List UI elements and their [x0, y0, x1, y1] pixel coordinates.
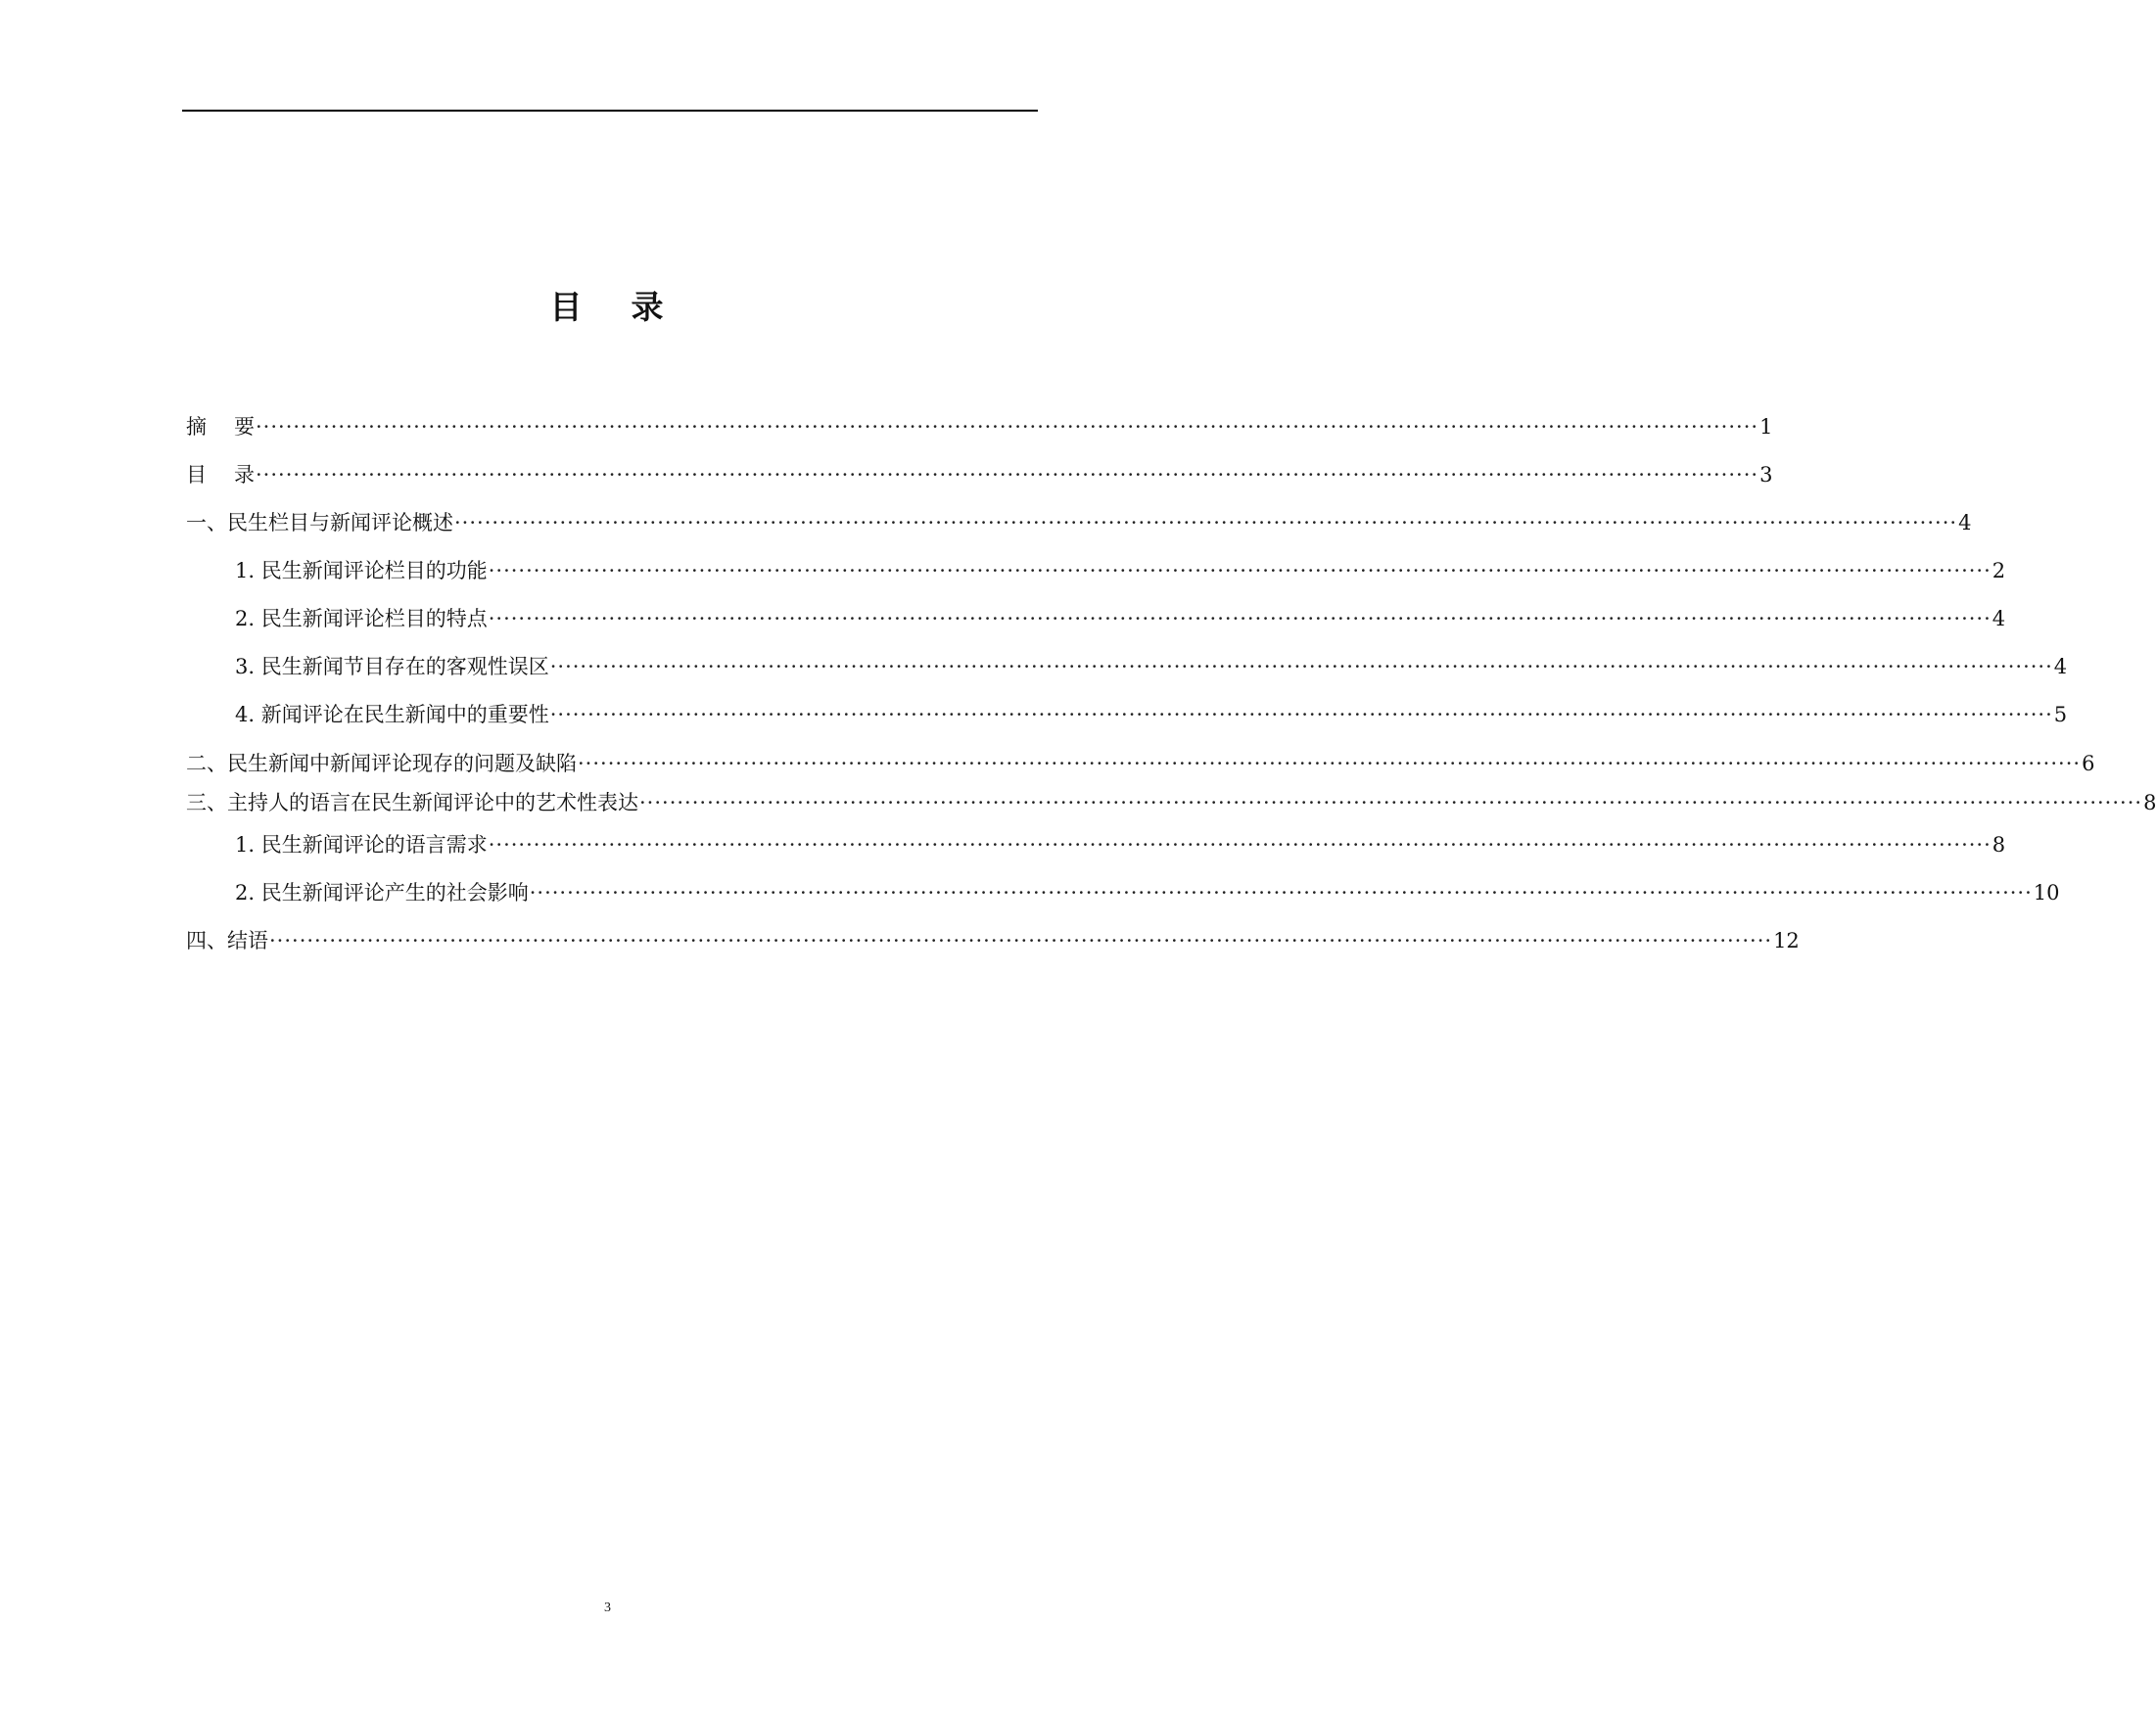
toc-leader-dots: ········································································································································································································ — [269, 929, 1773, 952]
toc-leader-dots: ········································································································································································································ — [549, 703, 2053, 726]
toc-leader-dots: ········································································································································································································ — [529, 881, 2033, 905]
toc-entry-abstract[interactable] — [186, 411, 1773, 442]
page-number: 3 — [604, 1601, 611, 1615]
toc-entry-label: 目 录 — [186, 463, 255, 487]
toc-entry-label: 摘 要 — [186, 415, 255, 439]
toc-entry-page: 8 — [2143, 791, 2156, 814]
toc-entry-page: 4 — [1992, 607, 2006, 630]
toc-entry-label: 四、结语 — [186, 929, 268, 952]
toc-entry-section-4[interactable] — [186, 925, 1800, 956]
toc-leader-dots: ········································································································································································································ — [256, 463, 1759, 487]
toc-entry-page: 2 — [1992, 559, 2006, 582]
toc-leader-dots: ········································································································································································································ — [488, 559, 1992, 582]
toc-leader-dots: ········································································································································································································ — [454, 511, 1958, 534]
toc-entry-label: 2. 民生新闻评论产生的社会影响 — [235, 881, 529, 905]
toc-entry-page: 5 — [2053, 703, 2068, 726]
toc-entry-section-1-2[interactable] — [235, 603, 2006, 634]
toc-entry-section-1-4[interactable] — [235, 699, 2068, 730]
toc-leader-dots: ········································································································································································································ — [639, 791, 2143, 814]
toc-entry-section-3-1[interactable] — [235, 829, 2006, 860]
toc-entry-section-1-3[interactable] — [235, 651, 2068, 682]
toc-entry-label: 一、民生栏目与新闻评论概述 — [186, 511, 453, 534]
toc-title-char-1: 目 — [549, 288, 585, 326]
toc-leader-dots: ········································································································································································································ — [488, 607, 1992, 630]
toc-entry-label: 三、主持人的语言在民生新闻评论中的艺术性表达 — [186, 791, 638, 814]
toc-entry-section-3[interactable] — [186, 787, 2156, 818]
toc-entry-page: 8 — [1992, 833, 2006, 857]
toc-entry-label: 1. 民生新闻评论的语言需求 — [235, 833, 488, 857]
toc-leader-dots: ········································································································································································································ — [549, 655, 2053, 678]
toc-title-char-2: 录 — [631, 288, 666, 326]
toc-entry-label: 二、民生新闻中新闻评论现存的问题及缺陷 — [186, 752, 577, 775]
toc-leader-dots: ········································································································································································································ — [578, 752, 2082, 775]
toc-entry-contents[interactable] — [186, 459, 1773, 490]
toc-entry-section-3-2[interactable] — [235, 877, 2060, 908]
toc-entry-page: 6 — [2082, 752, 2095, 775]
toc-entry-section-2[interactable] — [186, 748, 2095, 779]
toc-entry-page: 12 — [1773, 929, 1800, 952]
toc-entry-label: 1. 民生新闻评论栏目的功能 — [235, 559, 488, 582]
toc-entry-label: 4. 新闻评论在民生新闻中的重要性 — [235, 703, 549, 726]
toc-entry-page: 1 — [1759, 415, 1773, 439]
toc-leader-dots: ········································································································································································································ — [256, 415, 1759, 439]
toc-entry-page: 4 — [2053, 655, 2068, 678]
toc-entry-label: 2. 民生新闻评论栏目的特点 — [235, 607, 488, 630]
toc-entry-section-1-1[interactable] — [235, 555, 2006, 586]
toc-entry-page: 4 — [1958, 511, 1972, 534]
toc-entry-page: 3 — [1759, 463, 1773, 487]
toc-entry-section-1[interactable] — [186, 507, 1972, 538]
toc-entry-page: 10 — [2033, 881, 2060, 905]
toc-leader-dots: ········································································································································································································ — [488, 833, 1992, 857]
toc-entry-label: 3. 民生新闻节目存在的客观性误区 — [235, 655, 549, 678]
